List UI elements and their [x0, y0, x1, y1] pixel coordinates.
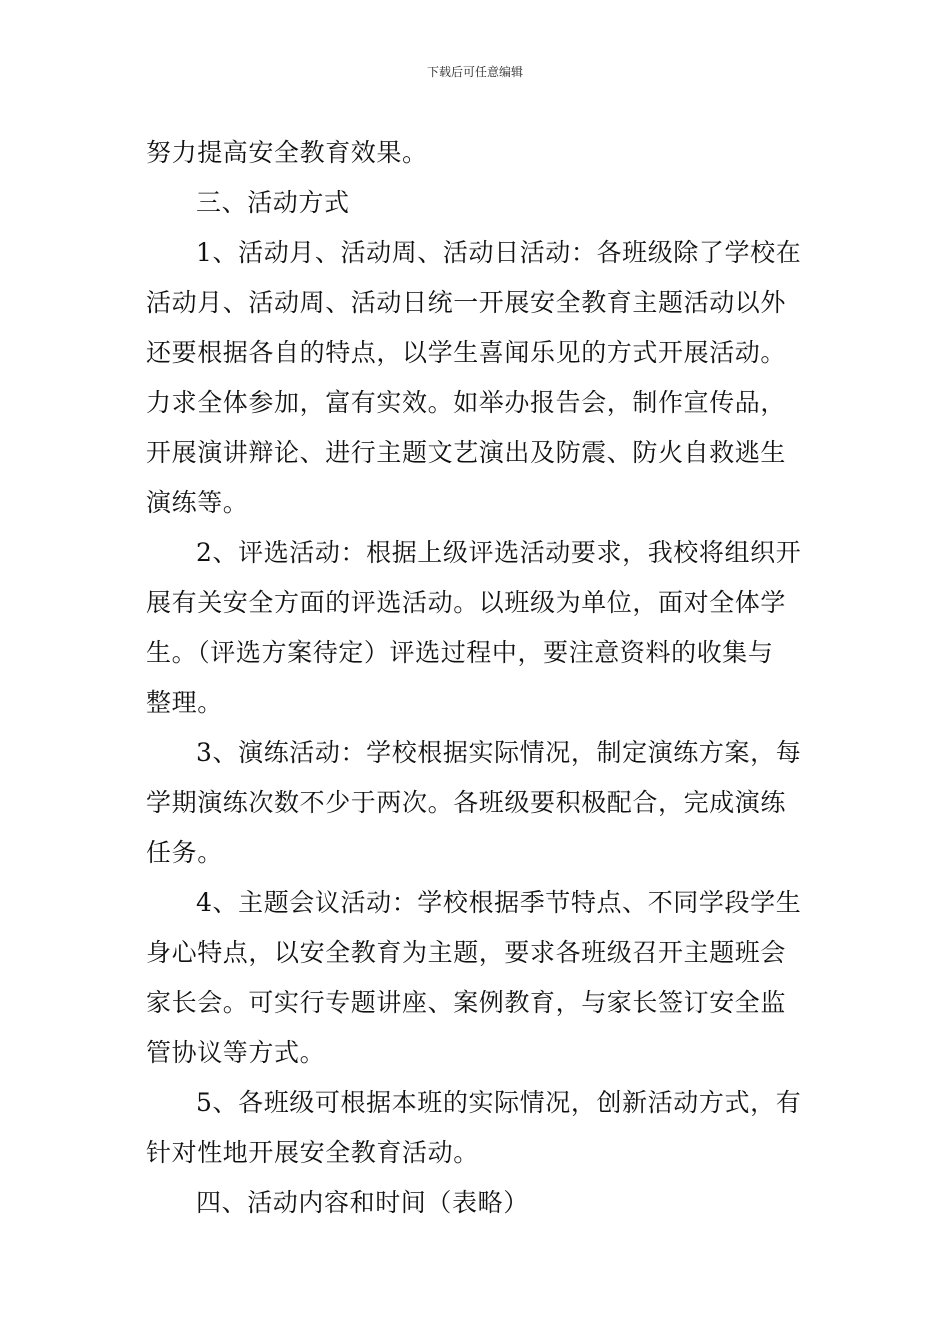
text-line: 活动月、活动周、活动日统一开展安全教育主题活动以外: [146, 288, 787, 317]
text-line: 任务。: [146, 838, 223, 867]
section-heading-activity-methods: 三、活动方式: [196, 188, 350, 217]
text-line: 针对性地开展安全教育活动。: [146, 1138, 479, 1167]
text-line: 4、主题会议活动：学校根据季节特点、不同学段学生: [196, 888, 802, 917]
text-line: 演练等。: [146, 488, 249, 517]
text-line: 生。（评选方案待定）评选过程中，要注意资料的收集与: [146, 638, 774, 667]
text-line: 5、各班级可根据本班的实际情况，创新活动方式，有: [196, 1088, 802, 1117]
text-line: 展有关安全方面的评选活动。以班级为单位，面对全体学: [146, 588, 787, 617]
text-line: 身心特点，以安全教育为主题，要求各班级召开主题班会: [146, 938, 787, 967]
text-line: 力求全体参加，富有实效。如举办报告会，制作宣传品，: [146, 388, 787, 417]
text-line: 管协议等方式。: [146, 1038, 326, 1067]
text-line: 学期演练次数不少于两次。各班级要积极配合，完成演练: [146, 788, 787, 817]
text-line: 1、活动月、活动周、活动日活动：各班级除了学校在: [196, 238, 802, 267]
text-line: 努力提高安全教育效果。: [146, 138, 428, 167]
text-line: 家长会。可实行专题讲座、案例教育，与家长签订安全监: [146, 988, 787, 1017]
document-body: [146, 128, 806, 1228]
text-line: 整理。: [146, 688, 223, 717]
page-header: 下载后可任意编辑: [426, 65, 523, 79]
text-line: 还要根据各自的特点，以学生喜闻乐见的方式开展活动。: [146, 338, 787, 367]
section-heading-content-and-time: 四、活动内容和时间（表略）: [196, 1188, 529, 1217]
text-line: 2、评选活动：根据上级评选活动要求，我校将组织开: [196, 538, 802, 567]
text-line: 开展演讲辩论、进行主题文艺演出及防震、防火自救逃生: [146, 438, 787, 467]
text-line: 3、演练活动：学校根据实际情况，制定演练方案，每: [196, 738, 802, 767]
